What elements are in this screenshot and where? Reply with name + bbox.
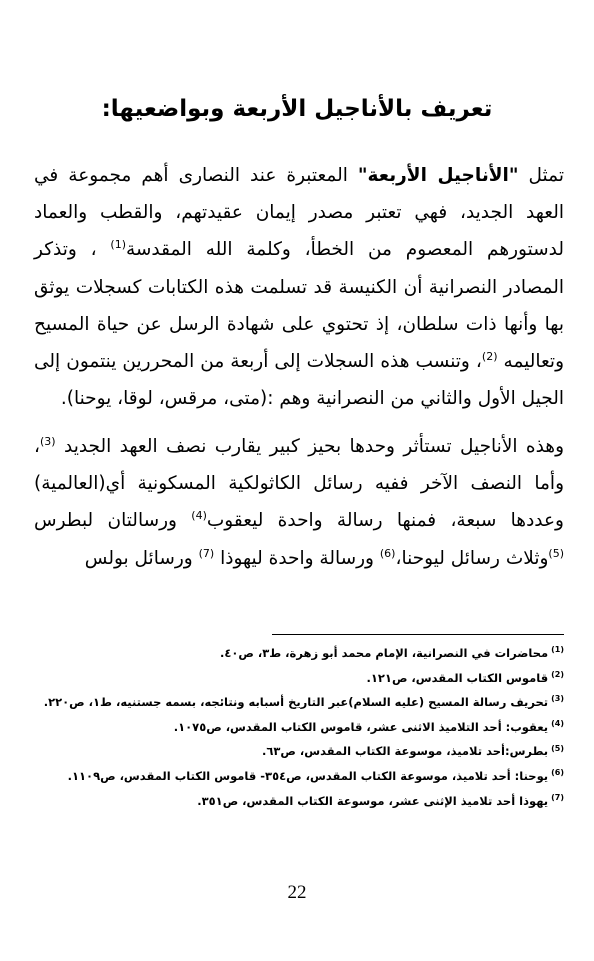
- paragraph-text: وهذه الأناجيل تستأثر وحدها بحيز كبير يقارب نصف العهد الجديد: [55, 436, 564, 457]
- footnote-text: يهوذا أحد تلاميذ الإثنى عشر، موسوعة الكتاب المقدس، ص٣٥١.: [197, 793, 549, 808]
- footnote-item: [40, 789, 564, 814]
- footnote-text: محاضرات في النصرانية، الإمام محمد أبو زهرة، ط٣، ص٤٠.: [219, 646, 549, 660]
- footnote-item: [40, 715, 564, 740]
- footnote-divider: [272, 634, 564, 635]
- footnote-number: (7): [551, 792, 564, 802]
- footnote-ref[interactable]: (5): [548, 546, 564, 560]
- footnote-item: [40, 764, 564, 789]
- footnote-ref[interactable]: (6): [379, 546, 396, 560]
- footnote-number: (1): [551, 645, 564, 655]
- footnote-number: (3): [551, 694, 564, 704]
- footnote-text: بطرس:أحد تلاميذ، موسوعة الكتاب المقدس، ص٦٣.: [261, 744, 549, 759]
- footnote-text: تحريف رسالة المسيح (عليه السلام)عبر التاريخ أسبابه ونتائجه، بسمه جستنيه، ط١، ص٢٢٠.: [43, 695, 549, 710]
- body-paragraph-2: [34, 428, 564, 577]
- section-heading: تعريف بالأناجيل الأربعة وبواضعيها:: [101, 96, 493, 122]
- footnote-text: يعقوب: أحد التلاميذ الاثنى عشر، قاموس الكتاب المقدس، ص١٠٧٥.: [173, 719, 549, 734]
- footnote-number: (4): [551, 718, 564, 728]
- footnote-item: [40, 641, 564, 666]
- footnote-ref[interactable]: (2): [481, 349, 498, 363]
- footnote-number: (6): [551, 768, 564, 778]
- paragraph-text: ورسائل بولس: [84, 547, 199, 569]
- paragraph-text: المعتبرة عند النصارى أهم مجموعة في العهد الجديد، فهي تعتبر مصدر إيمان عقيدتهم، والقطب والعماد لدستورهم المعصوم من الخطأ، وكلمة الله المقدسة: [34, 165, 564, 261]
- footnotes-list: [40, 641, 564, 813]
- paragraph-text: ورسالتان لبطرس: [34, 510, 192, 532]
- footnote-ref[interactable]: (4): [191, 509, 207, 523]
- paragraph-text: ، وتذكر المصادر النصرانية أن الكنيسة قد تسلمت هذه الكتابات كسجلات يوثق بها وأنها ذات سلطان، إذ تحتوي على شهادة الرسل عن حياة المسيح وتعاليمه: [34, 239, 565, 373]
- page-number: 22: [287, 882, 307, 903]
- footnote-item: [40, 739, 564, 764]
- paragraph-text: ورسالة واحدة ليهوذا: [214, 547, 380, 569]
- footnote-ref[interactable]: (3): [39, 434, 56, 448]
- footnote-text: يوحنا: أحد تلاميذ، موسوعة الكتاب المقدس، ص٣٥٤- قاموس الكتاب المقدس، ص١١٠٩.: [67, 768, 549, 783]
- footnote-item: [40, 690, 564, 715]
- paragraph-text: تمثل: [518, 165, 564, 186]
- paragraph-text: وثلاث رسائل ليوحنا،: [395, 547, 549, 569]
- footnote-number: (5): [551, 743, 564, 753]
- footnote-number: (2): [551, 669, 564, 679]
- paragraph-text: ، وأما النصف الآخر ففيه رسائل الكاثولكية المسكونية أي(العالمية) وعددها سبعة، فمنها رسالة واحدة ليعقوب: [34, 436, 564, 532]
- paragraph-text: ، وتنسب هذه السجلات إلى أربعة من المحررين ينتمون إلى الجيل الأول والثاني من النصرانية وهم :(متى، مرقس، لوقا، يوحنا).: [34, 351, 564, 410]
- quoted-term: "الأناجيل الأربعة": [357, 165, 519, 186]
- footnote-ref[interactable]: (1): [110, 238, 126, 252]
- footnote-ref[interactable]: (7): [198, 546, 215, 560]
- body-paragraph-1: [34, 157, 564, 417]
- footnote-text: قاموس الكتاب المقدس، ص١٢١.: [366, 670, 549, 685]
- footnote-item: [40, 666, 564, 691]
